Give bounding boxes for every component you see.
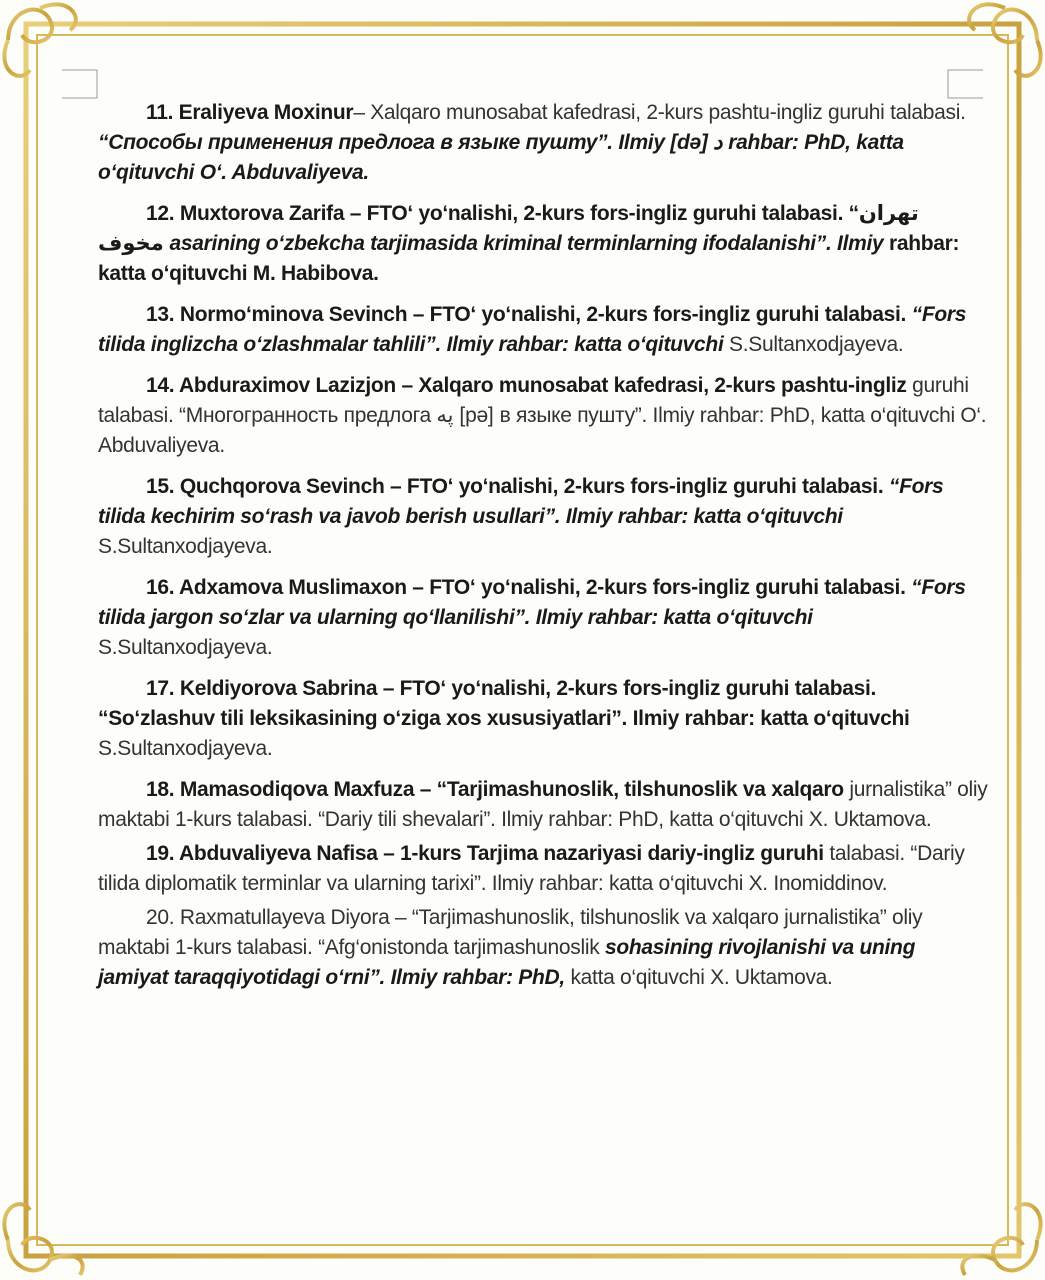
list-item: 20. Raxmatullayeva Diyora – “Tarjimashunoslik, tilshunoslik va xalqaro jurnalistika” oliy maktabi 1-kurs talabasi. “Afg‘onistonda tarjimashunoslik sohasining rivojlanishi va uning jamiyat taraqqiyotidagi o‘rni”. Ilmiy rahbar: PhD, katta o‘qituvchi X. Uktamova. [98, 906, 923, 989]
list-item: 12. Muxtorova Zarifa – FTO‘ yo‘nalishi, 2-kurs fors-ingliz guruhi talabasi. “تهران مخوف asarining o‘zbekcha tarjimasida kriminal terminlarning ifodalanishi”. Ilmiy rahbar: katta o‘qituvchi M. Habibova. [98, 202, 960, 285]
list-item: 15. Quchqorova Sevinch – FTO‘ yo‘nalishi, 2-kurs fors-ingliz guruhi talabasi. “Fors tilida kechirim so‘rash va javob berish usullari”. Ilmiy rahbar: katta o‘qituvchi S.Sultanxodjayeva. [98, 475, 944, 558]
list-item: 17. Keldiyorova Sabrina – FTO‘ yo‘nalishi, 2-kurs fors-ingliz guruhi talabasi. “So‘zlashuv tili leksikasining o‘ziga xos xususiyatlari”. Ilmiy rahbar: katta o‘qituvchi S.Sultanxodjayeva. [98, 677, 910, 760]
list-item: 16. Adxamova Muslimaxon – FTO‘ yo‘nalishi, 2-kurs fors-ingliz guruhi talabasi. “Fors tilida jargon so‘zlar va ularning qo‘llanilishi”. Ilmiy rahbar: katta o‘qituvchi S.Sultanxodjayeva. [98, 576, 966, 659]
corner-ornament-tr [969, 4, 1041, 76]
list-item: 18. Mamasodiqova Maxfuza – “Tarjimashunoslik, tilshunoslik va xalqaro jurnalistika” oliy maktabi 1-kurs talabasi. “Dariy tili shevalari”. Ilmiy rahbar: PhD, katta o‘qituvchi X. Uktamova. [98, 778, 988, 831]
list-item: 14. Abduraximov Lazizjon – Xalqaro munosabat kafedrasi, 2-kurs pashtu-ingliz guruhi talabasi. “Многогранность предлога په [pə] в языке пушту”. Ilmiy rahbar: PhD, katta o‘qituvchi O‘. Abduvaliyeva. [98, 374, 987, 457]
corner-ornament-tl [4, 4, 76, 76]
list-item: 13. Normo‘minova Sevinch – FTO‘ yo‘nalishi, 2-kurs fors-ingliz guruhi talabasi. “Fors tilida inglizcha o‘zlashmalar tahlili”. Ilmiy rahbar: katta o‘qituvchi S.Sultanxodjayeva. [98, 303, 967, 356]
corner-ornament-br [962, 1204, 1040, 1275]
corner-ornament-bl [4, 1204, 82, 1275]
document-body [98, 98, 988, 1004]
list-item: 19. Abduvaliyeva Nafisa – 1-kurs Tarjima nazariyasi dariy-ingliz guruhi talabasi. “Dariy tilida diplomatik terminlar va ularning tarixi”. Ilmiy rahbar: katta o‘qituvchi X. Inomiddinov. [98, 842, 965, 895]
list-item: 11. Eraliyeva Moxinur– Xalqaro munosabat kafedrasi, 2-kurs pashtu-ingliz guruhi talabasi. “Способы применения предлога в языке пушту”. Ilmiy [də] د rahbar: PhD, katta o‘qituvchi O‘. Abduvaliyeva. [98, 101, 966, 184]
